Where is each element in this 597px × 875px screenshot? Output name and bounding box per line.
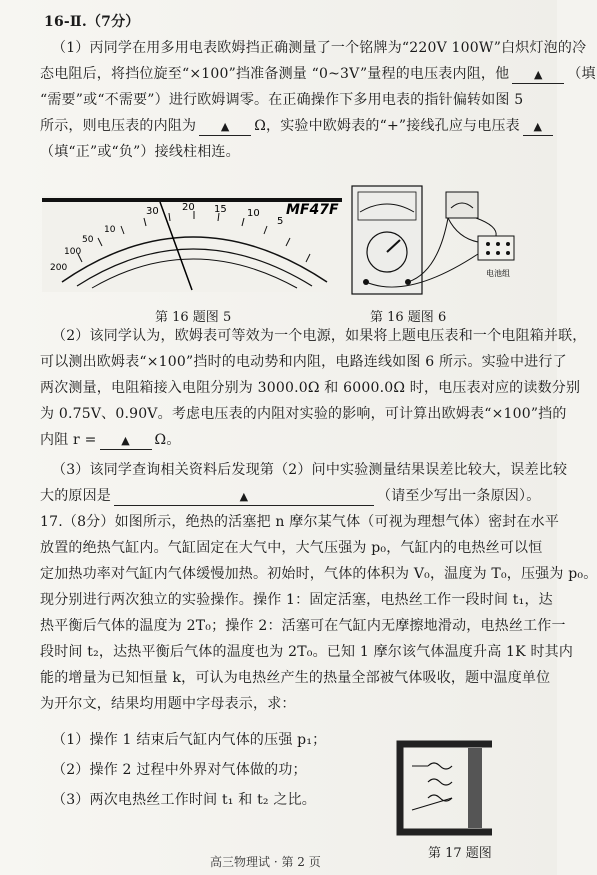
q16-p2-line1: （2）该同学认为，欧姆表可等效为一个电源，如果将上题电压表和一个电阻箱并联， [52,328,587,344]
q16-heading: 16-Ⅱ.（7分） [44,14,140,30]
svg-text:电池组: 电池组 [486,269,510,278]
q16-p3-reason-label: 大的原因是 [40,488,111,504]
q16-p1-line2 [40,64,596,84]
svg-text:20: 20 [182,202,195,213]
fig5-brand-label: MF47F [286,202,339,218]
svg-text:10: 10 [104,225,116,235]
fig17-cylinder [392,738,502,838]
q16-blank-error-reason[interactable]: ▲ [114,488,374,506]
q17-sub3: （3）两次电热丝工作时间 t₁ 和 t₂ 之比。 [52,792,316,808]
q17-line7: 能的增量为已知恒量 k，可认为电热丝产生的热量全部被气体吸收，题中温度单位 [40,670,551,686]
q16-p2-line2: 可以测出欧姆表“×100”挡时的电动势和内阻，电路连线如图 6 所示。实验中进行了 [40,354,567,370]
q17-line6: 段时间 t₂，达热平衡后气体的温度也为 2T₀。已知 1 摩尔该气体温度升高 1K 时其内 [40,644,574,660]
q16-blank-internal-r[interactable]: ▲ [100,432,152,450]
fig6-voltmeter [446,192,478,218]
svg-text:5: 5 [277,216,284,227]
q17-line5: 热平衡后气体的温度为 2T₀；操作 2：活塞可在气缸内无摩擦地滑动，电热丝工作一 [40,618,566,634]
q16-p2-line3: 两次测量，电阻箱接入电阻分别为 3000.0Ω 和 6000.0Ω 时，电压表对应的读数分别 [40,380,581,396]
fig6-circuit [348,182,524,300]
svg-text:30: 30 [146,206,159,217]
svg-text:50: 50 [82,235,94,245]
q16-p1-line1: （1）丙同学在用多用电表欧姆挡正确测量了一个铭牌为“220V 100W”白炽灯泡的冷 [52,40,587,56]
q16-p1-line2-text: 态电阻后，将挡位旋至“×100”挡准备测量 “0~3V”量程的电压表内阻，他 [40,66,510,82]
q17-sub1: （1）操作 1 结束后气缸内气体的压强 p₁； [52,732,327,748]
q17-line1: 17.（8分）如图所示，绝热的活塞把 n 摩尔某气体（可视为理想气体）密封在水平 [40,514,560,530]
q17-line3: 定加热功率对气缸内气体缓慢加热。初始时，气体的体积为 V₀，温度为 T₀，压强为 p₀。 [40,566,597,582]
q16-fill-hint: （填 [567,66,596,82]
q16-p3-line1: （3）该同学查询相关资料后发现第（2）问中实验测量结果误差比较大，误差比较 [52,462,568,478]
fig5-multimeter-scale [42,182,342,292]
svg-text:15: 15 [214,204,227,215]
q16-p2-r-label: 内阻 r = [40,432,97,448]
q16-p1-line4 [40,116,556,136]
q16-blank-resistance[interactable]: ▲ [199,118,251,136]
q17-line4: 现分别进行两次独立的实验操作。操作 1：固定活塞，电热丝工作一段时间 t₁，达 [40,592,553,608]
q16-p3-line2 [40,486,540,506]
q16-p1-line4-text2: Ω，实验中欧姆表的“+”接线孔应与电压表 [254,118,520,134]
svg-text:100: 100 [64,247,82,257]
q16-p1-line3: “需要”或“不需要”）进行欧姆调零。在正确操作下多用电表的指针偏转如图 5 [40,92,524,108]
q17-line8: 为开尔文，结果均用题中字母表示，求： [40,696,296,712]
q17-sub2: （2）操作 2 过程中外界对气体做的功； [52,762,307,778]
q17-line2: 放置的绝热气缸内。气缸固定在大气中，大气压强为 p₀，气缸内的电热丝可以恒 [40,540,543,556]
q16-p1-line5: （填“正”或“负”）接线柱相连。 [40,144,240,160]
q16-p3-hint: （请至少写出一条原因）。 [377,488,541,504]
fig6-caption: 第 16 题图 6 [370,310,447,325]
q16-p2-line5 [40,430,181,450]
svg-text:200: 200 [50,263,68,273]
q16-p2-unit: Ω。 [154,432,181,448]
q16-p1-line4-text: 所示，则电压表的内阻为 [40,118,197,134]
page-footer: 高三物理试 · 第 2 页 [210,855,321,869]
svg-text:10: 10 [247,208,260,219]
fig6-multimeter [352,186,422,294]
fig6-resistor-box [478,236,514,260]
fig17-heating-wire [428,763,452,801]
fig5-caption: 第 16 题图 5 [155,310,232,325]
fig17-piston [468,748,482,828]
fig17-caption: 第 17 题图 [428,846,492,861]
q16-p2-line4: 为 0.75V、0.90V。考虑电压表的内阻对实验的影响，可计算出欧姆表“×100”挡的 [40,406,567,422]
q16-blank-zero-adjust[interactable]: ▲ [512,66,564,84]
q16-blank-terminal[interactable]: ▲ [523,118,553,136]
